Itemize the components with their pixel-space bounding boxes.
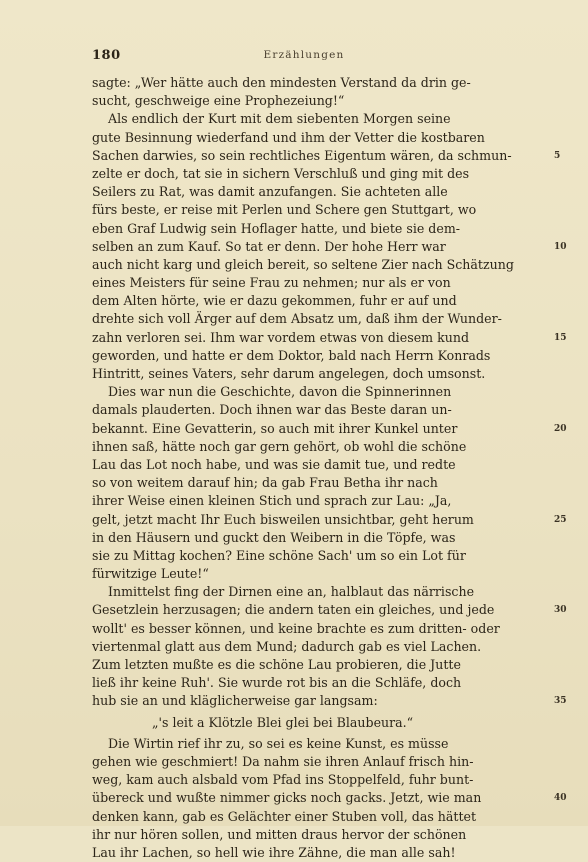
text-line [92,620,528,638]
text-line [92,638,528,656]
line-number: 10 [554,241,567,252]
page-number: 180 [92,48,121,63]
text-line [92,310,528,328]
text-line [92,238,567,256]
text-line [92,456,528,474]
text-line [92,220,528,238]
line-text: Lau das Lot noch habe, und was sie damit tue, und redte [92,456,456,472]
line-text: übereck und wußte nimmer gicks noch gacks. Jetzt, wie man [92,790,482,806]
line-number: 40 [554,793,567,804]
text-line [92,201,528,219]
line-text: wollt' es besser können, und keine brachte es zum dritten- oder [92,620,500,636]
line-text: eben Graf Ludwig sein Hoflager hatte, und biete sie dem- [92,220,461,236]
line-text: denken kann, gab es Gelächter einer Stuben voll, das hättet [92,808,477,824]
text-line [92,547,528,565]
text-line [92,347,528,365]
text-line [92,771,528,789]
line-text: damals plauderten. Doch ihnen war das Beste daran un- [92,402,452,418]
text-line [92,474,528,492]
text-line [92,826,528,844]
line-number: 30 [554,605,567,616]
text-line [92,844,528,862]
line-text: zelte er doch, tat sie in sichern Verschluß und ging mit des [92,165,470,181]
text-line [92,74,528,92]
text-line [92,565,528,583]
text-line [92,365,528,383]
line-text: Lau ihr Lachen, so hell wie ihre Zähne, die man alle sah! [92,844,456,860]
line-text: gehen wie geschmiert! Da nahm sie ihren Anlauf frisch hin- [92,753,474,769]
line-text: selben an zum Kauf. So tat er denn. Der hohe Herr war [92,238,446,254]
line-text: bekannt. Eine Gevatterin, so auch mit ihrer Kunkel unter [92,420,458,436]
line-text: ihrer Weise einen kleinen Stich und sprach zur Lau: „Ja, [92,493,452,509]
line-text: ihr nur hören sollen, und mitten draus hervor der schönen [92,826,467,842]
line-number: 20 [554,423,567,434]
line-number: 25 [554,514,567,525]
line-text: so von weitem darauf hin; da gab Frau Betha ihr nach [92,475,438,491]
line-text: fürs beste, er reise mit Perlen und Schere gen Stuttgart, wo [92,202,477,218]
line-text: Gesetzlein herzusagen; die andern taten ein gleiches, und jede [92,602,495,618]
line-text: geworden, und hatte er dem Doktor, bald nach Herrn Konrads [92,347,491,363]
line-text: Die Wirtin rief ihr zu, so sei es keine Kunst, es müsse [108,735,449,751]
page-header [92,48,516,64]
line-text: sagte: „Wer hätte auch den mindesten Verstand da drin ge- [92,75,471,90]
text-line [92,692,567,710]
text-line [92,92,528,110]
text-line [92,438,528,456]
text-line [92,674,528,692]
line-text: in den Häusern und guckt den Weibern in die Töpfe, was [92,529,456,545]
line-text: Seilers zu Rat, was damit anzufangen. Sie achteten alle [92,184,448,200]
text-line [92,183,528,201]
text-line [92,401,528,419]
line-text: Sachen darwies, so sein rechtliches Eigentum wären, da schmun- [92,147,512,163]
line-text: ließ ihr keine Ruh'. Sie wurde rot bis an die Schläfe, doch [92,675,462,691]
body-text [92,74,567,862]
line-text: eines Meisters für seine Frau zu nehmen; nur als er von [92,275,451,291]
line-text: auch nicht karg und gleich bereit, so seltene Zier nach Schätzung [92,256,514,272]
text-line [92,583,528,601]
line-text: viertenmal glatt aus dem Mund; dadurch gab es viel Lachen. [92,638,482,654]
text-line [92,492,528,510]
text-line [92,789,567,807]
text-line [92,511,567,529]
line-text: fürwitzige Leute!“ [92,566,209,582]
text-line [92,529,528,547]
line-text: gute Besinnung wiederfand und ihm der Vetter die kostbaren [92,129,485,145]
text-line [92,420,567,438]
text-line [92,753,528,771]
line-text: Dies war nun die Geschichte, davon die Spinnerinnen [108,384,452,400]
text-line [92,383,528,401]
line-text: ihnen saß, hätte noch gar gern gehört, ob wohl die schöne [92,438,467,454]
text-line [92,165,528,183]
text-line [92,735,528,753]
text-line [92,292,528,310]
line-text: Als endlich der Kurt mit dem siebenten Morgen seine [108,111,451,127]
text-line [92,656,528,674]
running-head: Erzählungen [263,49,345,61]
line-text: Zum letzten mußte es die schöne Lau probieren, die Jutte [92,657,461,672]
line-number: 15 [554,332,567,343]
text-line [92,329,567,347]
line-text: Hintritt, seines Vaters, sehr darum angelegen, doch umsonst. [92,366,486,381]
line-text: sucht, geschweige eine Prophezeiung!“ [92,93,345,109]
line-number: 5 [554,150,561,161]
text-line [92,110,528,128]
line-text: hub sie an und kläglicherweise gar langsam: [92,693,378,709]
text-line [92,601,567,619]
line-text: weg, kam auch alsbald vom Pfad ins Stoppelfeld, fuhr bunt- [92,772,474,788]
text-line [92,147,561,165]
text-line [92,256,528,274]
line-text: gelt, jetzt macht Ihr Euch bisweilen unsichtbar, geht herum [92,511,474,527]
text-line [92,714,528,732]
line-text: zahn verloren sei. Ihm war vordem etwas von diesem kund [92,329,470,345]
text-line [92,808,528,826]
line-text: drehte sich voll Ärger auf dem Absatz um, daß ihm der Wunder- [92,311,502,327]
line-text: dem Alten hörte, wie er dazu gekommen, fuhr er auf und [92,293,457,309]
text-line [92,129,528,147]
line-text: Inmittelst fing der Dirnen eine an, halblaut das närrische [108,584,475,600]
line-number: 35 [554,696,567,707]
line-text: sie zu Mittag kochen? Eine schöne Sach' um so ein Lot für [92,547,466,563]
text-line [92,274,528,292]
line-text: „'s leit a Klötzle Blei glei bei Blaubeura.“ [152,714,414,730]
